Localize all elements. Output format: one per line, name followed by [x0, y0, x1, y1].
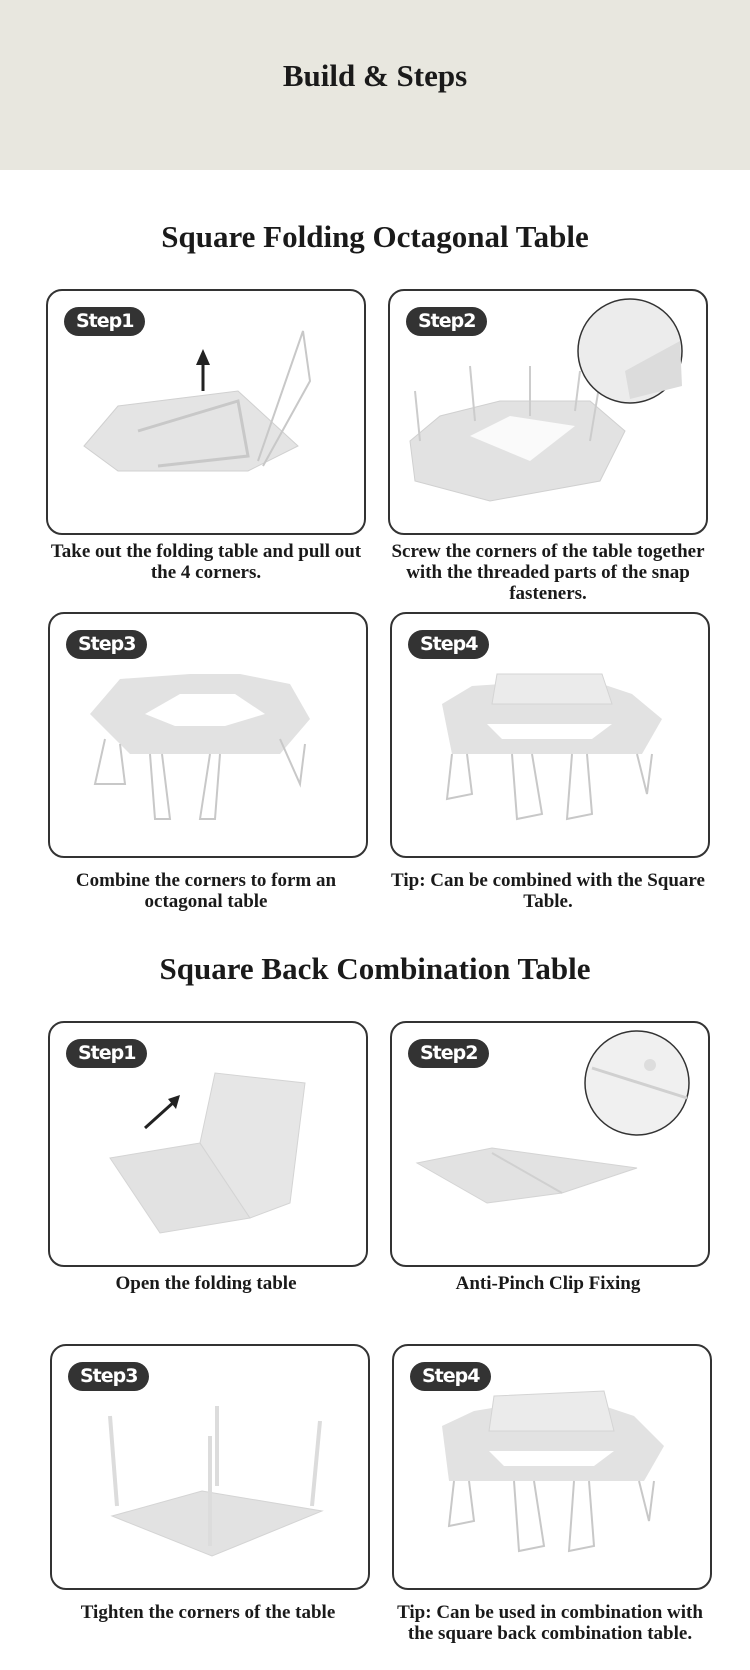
section-title-octagonal: Square Folding Octagonal Table	[161, 219, 589, 254]
step-caption: Open the folding table	[115, 1273, 297, 1294]
step-card-square-back-2	[390, 1021, 710, 1267]
step-badge: Step3	[66, 630, 147, 659]
step-card-octagonal-4	[390, 612, 710, 858]
step-card-octagonal-2	[388, 289, 708, 535]
page-header	[0, 0, 750, 170]
step-card-octagonal-3	[48, 612, 368, 858]
step-caption: Anti-Pinch Clip Fixing	[455, 1273, 641, 1294]
step-card-square-back-3	[50, 1344, 370, 1590]
step-card-square-back-4	[392, 1344, 712, 1590]
step-badge: Step2	[406, 307, 487, 336]
section-title-square-back: Square Back Combination Table	[159, 951, 591, 986]
step-card-octagonal-1	[46, 289, 366, 535]
step-badge: Step4	[410, 1362, 491, 1391]
step-card-square-back-1	[48, 1021, 368, 1267]
step-caption: Take out the folding table and pull out the 4 corners.	[50, 541, 362, 583]
step-badge: Step1	[64, 307, 145, 336]
step-badge: Step2	[408, 1039, 489, 1068]
step-badge: Step4	[408, 630, 489, 659]
page-title: Build & Steps	[282, 58, 468, 93]
step-caption: Tip: Can be used in combination with the square back combination table.	[397, 1602, 703, 1644]
arrow-up-icon	[196, 349, 210, 365]
step-caption: Tighten the corners of the table	[80, 1602, 336, 1623]
step-caption: Screw the corners of the table together with the threaded parts of the snap fasteners.	[391, 541, 705, 604]
step-badge: Step1	[66, 1039, 147, 1068]
step-badge: Step3	[68, 1362, 149, 1391]
step-caption: Tip: Can be combined with the Square Table.	[391, 870, 705, 912]
step-caption: Combine the corners to form an octagonal table	[75, 870, 337, 912]
